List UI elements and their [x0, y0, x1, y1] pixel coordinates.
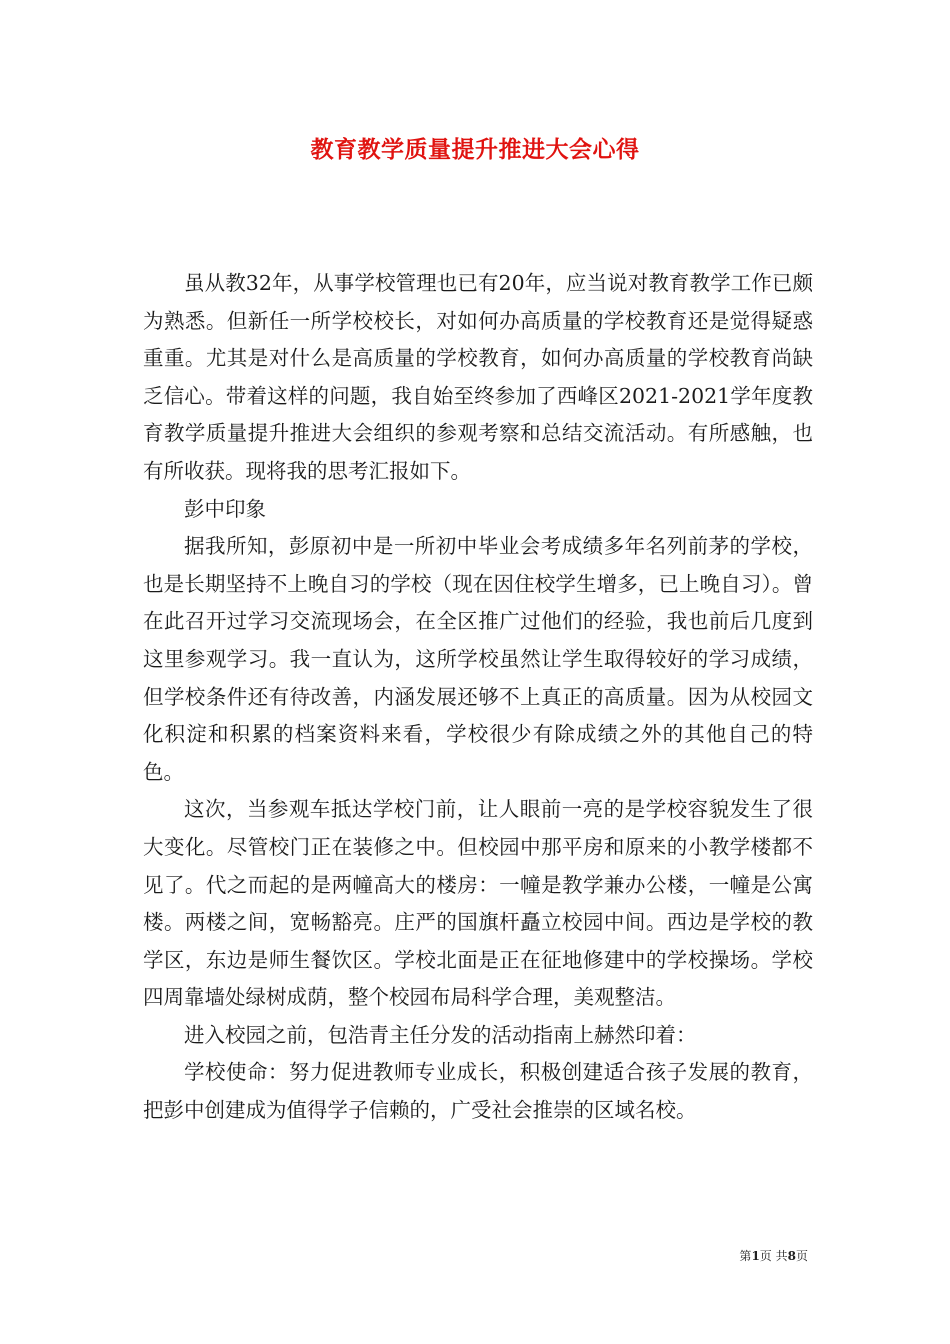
footer-page-number: 1 [751, 1249, 760, 1263]
footer-total-pages: 8 [787, 1249, 796, 1263]
document-title: 教育教学质量提升推进大会心得 [310, 136, 640, 163]
page-footer [0, 1247, 808, 1264]
paragraph: 虽从教32年，从事学校管理也已有20年，应当说对教育教学工作已颇为熟悉。但新任一所学校校长，对如何办高质量的学校教育还是觉得疑惑重重。尤其是对什么是高质量的学校教育，如何办高质量的学校教育尚缺乏信心。带着这样的问题，我自始至终参加了西峰区2021-2021学年度教育教学质量提升推进大会组织的参观考察和总结交流活动。有所感触，也有所收获。现将我的思考汇报如下。 [143, 271, 813, 483]
paragraph: 这次，当参观车抵达学校门前，让人眼前一亮的是学校容貌发生了很大变化。尽管校门正在装修之中。但校园中那平房和原来的小教学楼都不见了。代之而起的是两幢高大的楼房：一幢是教学兼办公楼，一幢是公寓楼。两楼之间，宽畅豁亮。庄严的国旗杆矗立校园中间。西边是学校的教学区，东边是师生餐饮区。学校北面是正在征地修建中的学校操场。学校四周靠墙处绿树成荫，整个校园布局科学合理，美观整洁。 [143, 797, 813, 1010]
paragraph: 学校使命：努力促进教师专业成长，积极创建适合孩子发展的教育，把彭中创建成为值得学子信赖的，广受社会推崇的区域名校。 [143, 1060, 813, 1123]
footer-middle: 页 共 [759, 1249, 788, 1263]
section-heading: 彭中印象 [184, 496, 266, 521]
footer-prefix: 第 [739, 1249, 752, 1263]
document-body [143, 265, 813, 1130]
footer-suffix: 页 [795, 1249, 808, 1263]
paragraph: 据我所知，彭原初中是一所初中毕业会考成绩多年名列前茅的学校，也是长期坚持不上晚自习的学校（现在因住校学生增多，已上晚自习）。曾在此召开过学习交流现场会，在全区推广过他们的经验，我也前后几度到这里参观学习。我一直认为，这所学校虽然让学生取得较好的学习成绩，但学校条件还有待改善，内涵发展还够不上真正的高质量。因为从校园文化积淀和积累的档案资料来看，学校很少有除成绩之外的其他自己的特色。 [143, 534, 813, 784]
paragraph: 进入校园之前，包浩青主任分发的活动指南上赫然印着： [184, 1022, 697, 1047]
